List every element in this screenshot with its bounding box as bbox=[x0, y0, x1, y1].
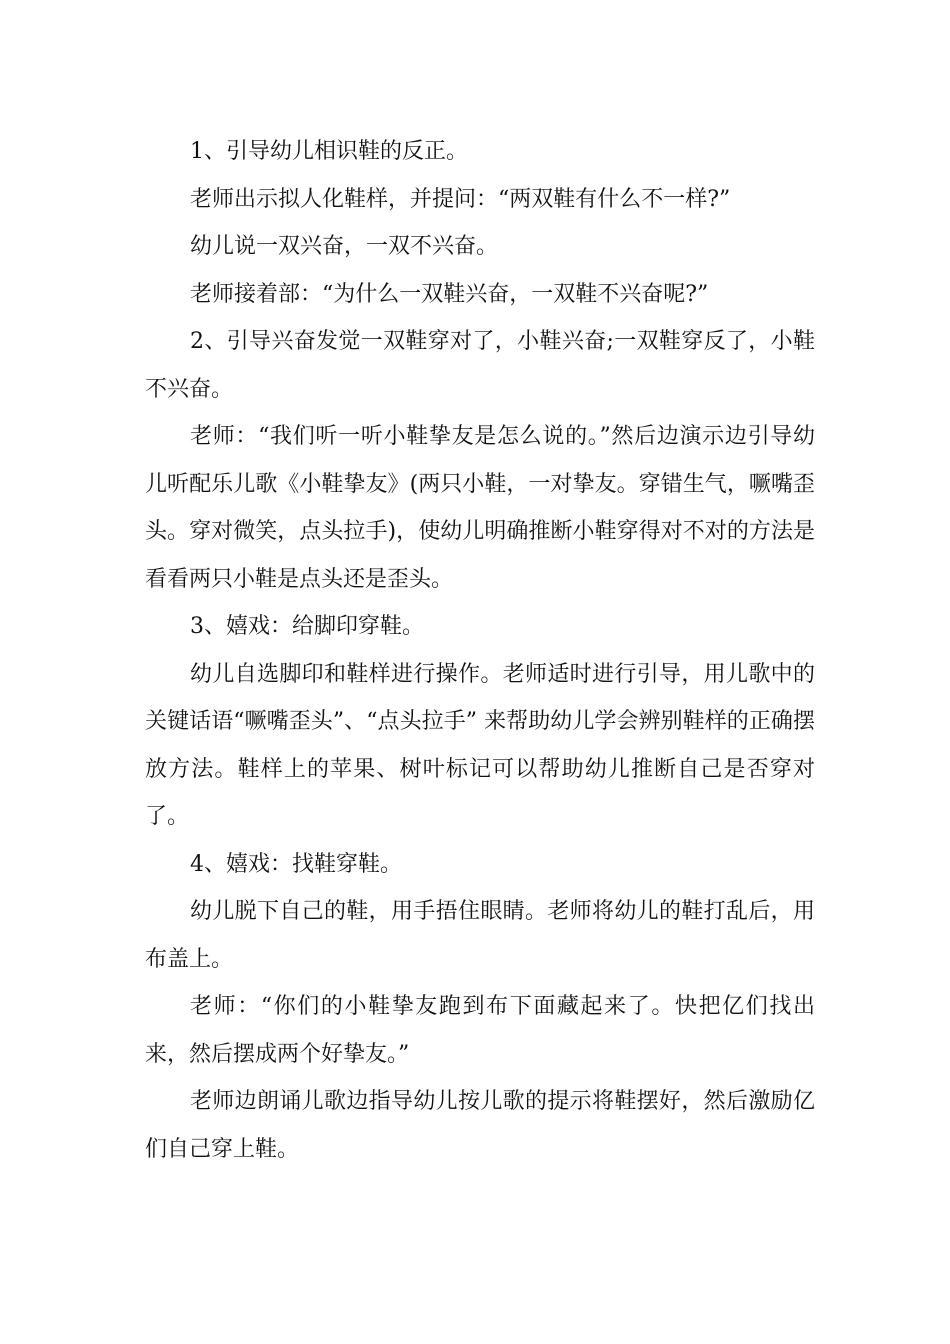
step-3-heading: 3、嬉戏：给脚印穿鞋。 bbox=[190, 614, 424, 639]
teacher-follow-up-paragraph: 老师接着部：“为什么一双鞋兴奋，一双鞋不兴奋呢?” bbox=[190, 281, 709, 307]
step-1-heading: 1、引导幼儿相识鞋的反正。 bbox=[190, 139, 468, 164]
teacher-instruction-paragraph: 老师：“你们的小鞋挚友跑到布下面藏起来了。快把亿们找出来，然后摆成两个好挚友。” bbox=[145, 994, 815, 1067]
footprint-activity-paragraph: 幼儿自选脚印和鞋样进行操作。老师适时进行引导，用儿歌中的关键话语“噘嘴歪头”、“点头拉手” 来帮助幼儿学会辨别鞋样的正确摆放方法。鞋样上的苹果、树叶标记可以帮助幼儿推断自己是否穿对了。 bbox=[145, 661, 815, 829]
shoe-removal-paragraph: 幼儿脱下自己的鞋，用手捂住眼睛。老师将幼儿的鞋打乱后，用布盖上。 bbox=[145, 899, 815, 972]
teacher-question-paragraph: 老师出示拟人化鞋样，并提问：“两双鞋有什么不一样?” bbox=[190, 186, 731, 212]
closing-paragraph: 老师边朗诵儿歌边指导幼儿按儿歌的提示将鞋摆好，然后激励亿们自己穿上鞋。 bbox=[145, 1089, 815, 1162]
step-2-paragraph: 2、引导兴奋发觉一双鞋穿对了，小鞋兴奋;一双鞋穿反了，小鞋不兴奋。 bbox=[145, 329, 815, 402]
step-4-heading: 4、嬉戏：找鞋穿鞋。 bbox=[190, 851, 402, 877]
document-body bbox=[145, 128, 815, 1173]
nursery-rhyme-paragraph: 老师：“我们听一听小鞋挚友是怎么说的。”然后边演示边引导幼儿听配乐儿歌《小鞋挚友》(两只小鞋，一对挚友。穿错生气，噘嘴歪头。穿对微笑，点头拉手)，使幼儿明确推断小鞋穿得对不对的方法是看看两只小鞋是点头还是歪头。 bbox=[145, 424, 815, 592]
child-answer-paragraph: 幼儿说一双兴奋，一双不兴奋。 bbox=[190, 234, 499, 259]
